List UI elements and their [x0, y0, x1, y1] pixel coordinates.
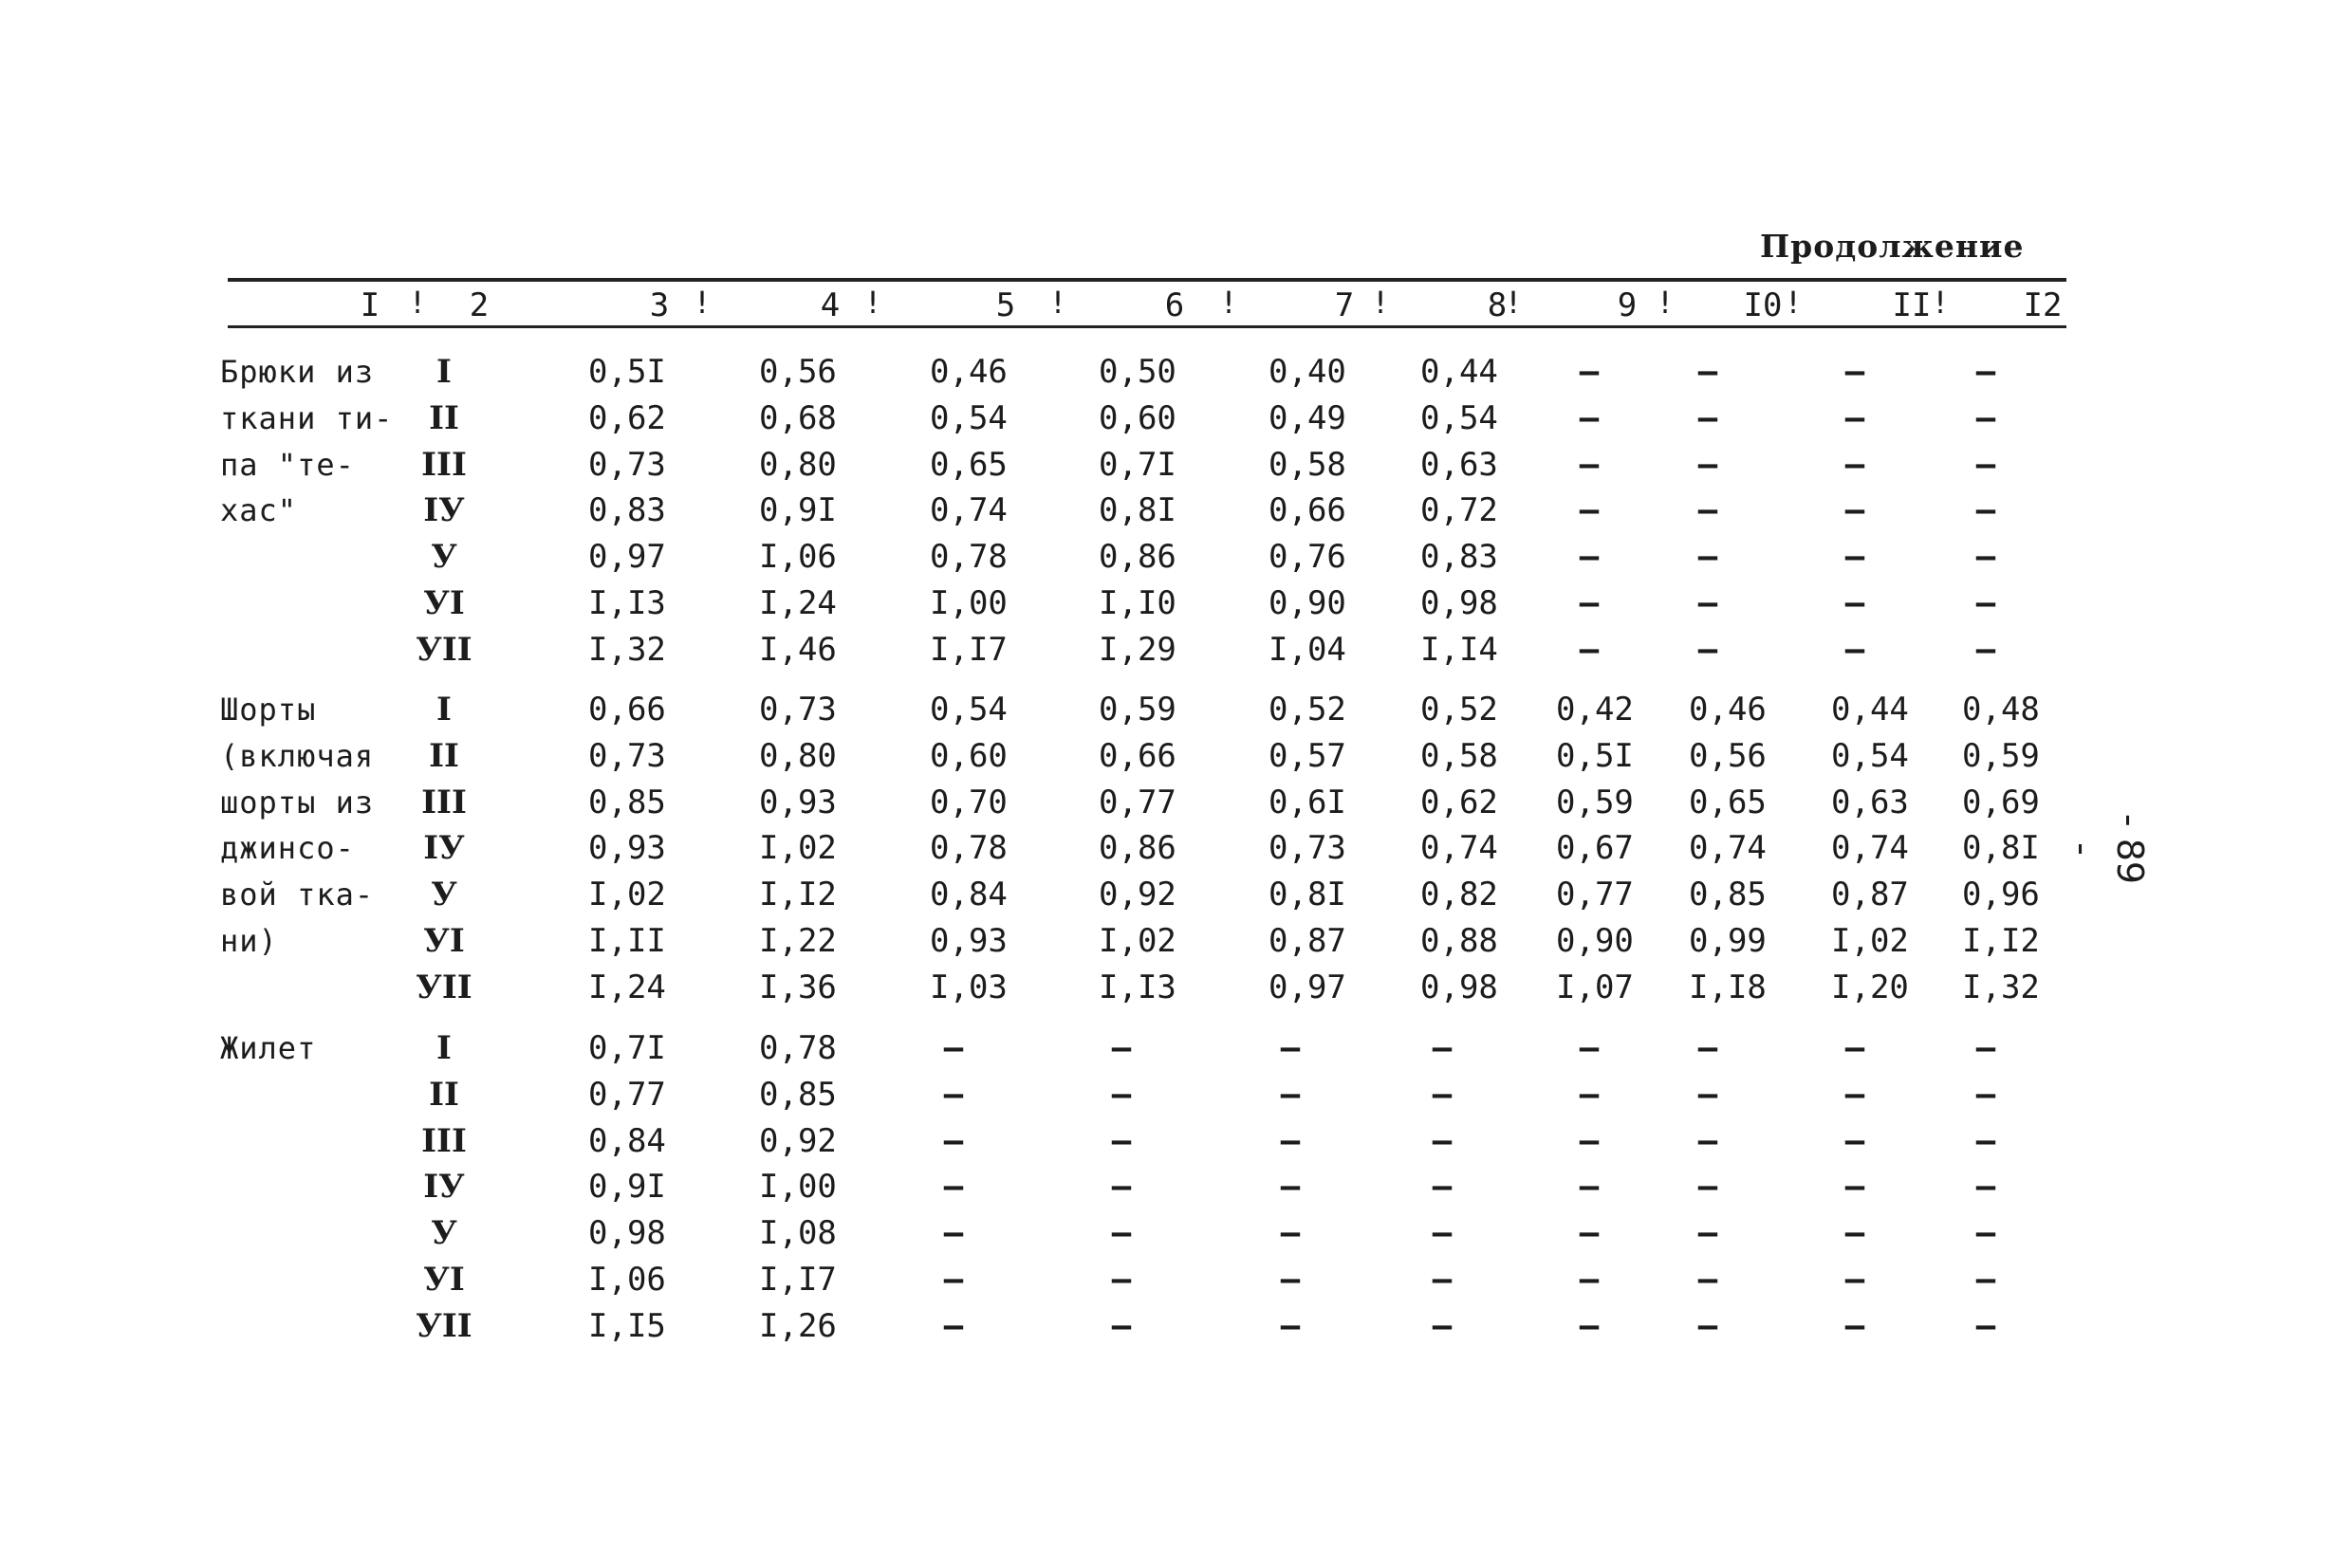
- table-cell-value: 0,92: [1099, 876, 1176, 914]
- table-cell-value: 0,98: [1420, 968, 1498, 1006]
- table-cell-value: I,32: [588, 630, 666, 669]
- table-cell-value: I,I3: [1099, 968, 1176, 1006]
- table-cell-value: I,I2: [759, 876, 837, 914]
- table-cell-value: I,20: [1831, 968, 1909, 1006]
- table-cell-value: 0,87: [1269, 922, 1346, 960]
- table-cell-empty: –: [1111, 1075, 1132, 1114]
- table-header-rule: [228, 325, 2066, 328]
- table-cell-value: 0,8I: [1099, 491, 1176, 530]
- table-cell-value: I,24: [588, 968, 666, 1006]
- table-cell-value: 0,74: [930, 491, 1008, 530]
- table-cell-value: 0,65: [1689, 783, 1767, 821]
- item-name-line: хас": [220, 492, 298, 529]
- size-group-label: УII: [416, 1306, 472, 1345]
- table-cell-empty: –: [1844, 538, 1865, 577]
- item-name-line: вой тка-: [220, 876, 375, 913]
- table-cell-value: 0,73: [1269, 829, 1346, 868]
- table-cell-empty: –: [1697, 1168, 1718, 1207]
- item-name-line: Брюки из: [220, 354, 375, 390]
- table-cell-value: I,04: [1269, 630, 1346, 669]
- size-group-label: У: [431, 876, 457, 914]
- table-cell-empty: –: [1280, 1029, 1301, 1067]
- table-cell-value: I,46: [759, 630, 837, 669]
- table-cell-value: 0,85: [759, 1075, 837, 1114]
- size-group-label: У: [431, 538, 457, 577]
- table-cell-value: 0,42: [1556, 691, 1634, 729]
- table-cell-value: 0,77: [588, 1075, 666, 1114]
- table-cell-empty: –: [1579, 398, 1600, 437]
- column-separator: !: [1656, 285, 1675, 321]
- table-cell-empty: –: [1697, 491, 1718, 530]
- size-group-label: УI: [423, 584, 465, 622]
- table-cell-empty: –: [1975, 445, 1996, 484]
- table-cell-empty: –: [1844, 1214, 1865, 1253]
- table-cell-value: 0,93: [759, 783, 837, 821]
- item-name-line: (включая: [220, 737, 375, 774]
- column-separator: !: [1504, 285, 1523, 321]
- table-cell-value: 0,76: [1269, 538, 1346, 577]
- size-group-label: УI: [423, 1261, 465, 1299]
- item-name-line: ни): [220, 923, 278, 959]
- table-cell-empty: –: [1111, 1261, 1132, 1299]
- table-cell-empty: –: [1280, 1261, 1301, 1299]
- table-cell-value: I,I8: [1689, 968, 1767, 1006]
- table-cell-empty: –: [1844, 353, 1865, 391]
- table-cell-value: 0,73: [759, 691, 837, 729]
- table-cell-value: 0,96: [1962, 876, 2040, 914]
- table-cell-value: 0,98: [588, 1214, 666, 1253]
- column-header-10: I0: [1743, 286, 1783, 324]
- size-group-label: I: [436, 691, 452, 729]
- column-header-9: 9: [1617, 286, 1638, 324]
- table-cell-value: 0,70: [930, 783, 1008, 821]
- table-cell-value: I,I7: [759, 1261, 837, 1299]
- table-cell-value: 0,54: [930, 398, 1008, 437]
- table-cell-empty: –: [1111, 1306, 1132, 1345]
- table-cell-empty: –: [1844, 491, 1865, 530]
- table-cell-value: 0,40: [1269, 353, 1346, 391]
- table-cell-value: I,03: [930, 968, 1008, 1006]
- table-cell-empty: –: [943, 1075, 964, 1114]
- column-separator: !: [1371, 285, 1390, 321]
- size-group-label: II: [429, 398, 459, 437]
- table-cell-value: 0,54: [930, 691, 1008, 729]
- table-cell-empty: –: [1280, 1121, 1301, 1160]
- table-cell-value: I,08: [759, 1214, 837, 1253]
- table-cell-value: I,I7: [930, 630, 1008, 669]
- size-group-label: УI: [423, 922, 465, 960]
- size-group-label: IУ: [423, 1168, 465, 1207]
- table-cell-empty: –: [1975, 1261, 1996, 1299]
- table-cell-value: 0,73: [588, 445, 666, 484]
- table-cell-value: 0,74: [1420, 829, 1498, 868]
- column-separator: !: [1784, 285, 1803, 321]
- continuation-label: Продолжение: [1760, 228, 2025, 265]
- table-cell-empty: –: [1975, 353, 1996, 391]
- column-header-4: 4: [820, 286, 841, 324]
- table-cell-value: 0,62: [588, 398, 666, 437]
- table-cell-empty: –: [1432, 1029, 1453, 1067]
- table-cell-value: 0,8I: [1269, 876, 1346, 914]
- table-cell-value: 0,9I: [588, 1168, 666, 1207]
- size-group-label: УII: [416, 630, 472, 669]
- table-cell-empty: –: [1697, 1121, 1718, 1160]
- item-name-line: ткани ти-: [220, 399, 394, 436]
- table-cell-empty: –: [943, 1214, 964, 1253]
- table-cell-empty: –: [1697, 1075, 1718, 1114]
- table-cell-value: 0,99: [1689, 922, 1767, 960]
- table-cell-empty: –: [943, 1029, 964, 1067]
- table-cell-empty: –: [1697, 630, 1718, 669]
- table-cell-value: 0,49: [1269, 398, 1346, 437]
- table-cell-empty: –: [1111, 1214, 1132, 1253]
- table-cell-value: I,22: [759, 922, 837, 960]
- table-cell-value: 0,58: [1420, 736, 1498, 775]
- table-cell-value: 0,86: [1099, 538, 1176, 577]
- table-cell-empty: –: [1975, 1029, 1996, 1067]
- table-cell-value: 0,83: [1420, 538, 1498, 577]
- table-cell-empty: –: [1697, 353, 1718, 391]
- table-cell-empty: –: [1844, 630, 1865, 669]
- table-cell-value: 0,85: [588, 783, 666, 821]
- table-cell-value: 0,93: [588, 829, 666, 868]
- table-cell-value: 0,77: [1556, 876, 1634, 914]
- table-cell-value: I,06: [588, 1261, 666, 1299]
- table-cell-empty: –: [1844, 1261, 1865, 1299]
- table-cell-value: 0,66: [1269, 491, 1346, 530]
- table-cell-empty: –: [1280, 1214, 1301, 1253]
- table-cell-value: I,I2: [1962, 922, 2040, 960]
- table-cell-value: I,I3: [588, 584, 666, 622]
- table-cell-value: 0,98: [1420, 584, 1498, 622]
- item-name-line: па "те-: [220, 446, 355, 483]
- table-cell-value: I,07: [1556, 968, 1634, 1006]
- table-cell-value: 0,78: [930, 538, 1008, 577]
- size-group-label: У: [431, 1214, 457, 1253]
- table-cell-empty: –: [1432, 1261, 1453, 1299]
- table-cell-value: 0,66: [588, 691, 666, 729]
- table-cell-value: 0,48: [1962, 691, 2040, 729]
- table-cell-value: 0,86: [1099, 829, 1176, 868]
- table-cell-value: 0,60: [1099, 398, 1176, 437]
- table-cell-value: 0,90: [1269, 584, 1346, 622]
- table-cell-empty: –: [1697, 445, 1718, 484]
- table-cell-value: 0,58: [1269, 445, 1346, 484]
- column-separator: !: [863, 285, 882, 321]
- table-cell-value: 0,78: [930, 829, 1008, 868]
- column-header-6: 6: [1164, 286, 1185, 324]
- table-cell-empty: –: [1844, 1075, 1865, 1114]
- table-cell-value: 0,6I: [1269, 783, 1346, 821]
- table-cell-empty: –: [1844, 1121, 1865, 1160]
- page-number: - 89 -: [2062, 813, 2151, 885]
- column-header-3: 3: [649, 286, 670, 324]
- table-cell-empty: –: [943, 1168, 964, 1207]
- column-header-7: 7: [1334, 286, 1355, 324]
- table-cell-empty: –: [1844, 1029, 1865, 1067]
- table-cell-empty: –: [1111, 1029, 1132, 1067]
- table-cell-value: I,I5: [588, 1306, 666, 1345]
- table-cell-value: I,02: [1831, 922, 1909, 960]
- table-cell-value: 0,63: [1420, 445, 1498, 484]
- table-cell-empty: –: [1280, 1075, 1301, 1114]
- column-separator: !: [693, 285, 712, 321]
- table-cell-empty: –: [1697, 1261, 1718, 1299]
- item-name-line: Шорты: [220, 692, 317, 728]
- table-cell-value: 0,69: [1962, 783, 2040, 821]
- table-cell-empty: –: [1579, 584, 1600, 622]
- table-cell-empty: –: [1432, 1075, 1453, 1114]
- table-cell-value: 0,88: [1420, 922, 1498, 960]
- table-cell-value: I,02: [1099, 922, 1176, 960]
- table-cell-empty: –: [1579, 1214, 1600, 1253]
- column-separator: !: [408, 285, 427, 321]
- column-header-1: I: [360, 286, 380, 324]
- table-cell-value: 0,74: [1831, 829, 1909, 868]
- table-cell-value: 0,52: [1269, 691, 1346, 729]
- table-cell-value: 0,97: [1269, 968, 1346, 1006]
- table-cell-value: 0,44: [1420, 353, 1498, 391]
- table-cell-empty: –: [1111, 1168, 1132, 1207]
- column-header-12: I2: [2023, 286, 2063, 324]
- table-cell-value: I,I4: [1420, 630, 1498, 669]
- table-cell-value: 0,74: [1689, 829, 1767, 868]
- table-cell-empty: –: [1579, 538, 1600, 577]
- table-cell-value: I,00: [930, 584, 1008, 622]
- table-cell-value: I,32: [1962, 968, 2040, 1006]
- table-cell-value: 0,56: [759, 353, 837, 391]
- size-group-label: III: [421, 1121, 467, 1160]
- table-cell-value: 0,63: [1831, 783, 1909, 821]
- table-cell-value: 0,5I: [1556, 736, 1634, 775]
- size-group-label: IУ: [423, 491, 465, 530]
- table-cell-empty: –: [1579, 1261, 1600, 1299]
- size-group-label: УII: [416, 968, 472, 1006]
- table-cell-empty: –: [1697, 1306, 1718, 1345]
- table-cell-value: I,00: [759, 1168, 837, 1207]
- table-cell-empty: –: [1280, 1306, 1301, 1345]
- table-cell-value: 0,59: [1962, 736, 2040, 775]
- table-cell-value: 0,73: [588, 736, 666, 775]
- table-cell-empty: –: [1975, 1306, 1996, 1345]
- table-cell-value: 0,90: [1556, 922, 1634, 960]
- size-group-label: II: [429, 736, 459, 775]
- table-cell-value: 0,67: [1556, 829, 1634, 868]
- table-cell-value: I,36: [759, 968, 837, 1006]
- table-cell-value: 0,72: [1420, 491, 1498, 530]
- table-cell-empty: –: [1975, 584, 1996, 622]
- table-cell-value: I,II: [588, 922, 666, 960]
- table-cell-empty: –: [1579, 1168, 1600, 1207]
- table-cell-value: I,29: [1099, 630, 1176, 669]
- table-cell-value: I,26: [759, 1306, 837, 1345]
- item-name-line: Жилет: [220, 1030, 317, 1066]
- table-cell-value: I,I0: [1099, 584, 1176, 622]
- table-cell-empty: –: [1432, 1168, 1453, 1207]
- table-cell-empty: –: [1975, 1214, 1996, 1253]
- table-cell-value: 0,60: [930, 736, 1008, 775]
- table-cell-value: 0,5I: [588, 353, 666, 391]
- table-cell-value: 0,80: [759, 736, 837, 775]
- table-cell-empty: –: [1579, 1121, 1600, 1160]
- table-cell-empty: –: [1975, 1168, 1996, 1207]
- table-cell-empty: –: [1697, 398, 1718, 437]
- table-cell-value: 0,82: [1420, 876, 1498, 914]
- table-cell-empty: –: [1579, 353, 1600, 391]
- table-cell-value: 0,9I: [759, 491, 837, 530]
- table-cell-value: 0,8I: [1962, 829, 2040, 868]
- size-group-label: IУ: [423, 829, 465, 868]
- table-cell-value: 0,87: [1831, 876, 1909, 914]
- table-cell-value: 0,52: [1420, 691, 1498, 729]
- table-cell-value: 0,57: [1269, 736, 1346, 775]
- size-group-label: II: [429, 1075, 459, 1114]
- column-separator: !: [1219, 285, 1238, 321]
- table-cell-empty: –: [1844, 445, 1865, 484]
- size-group-label: I: [436, 353, 452, 391]
- table-cell-empty: –: [1975, 491, 1996, 530]
- table-cell-value: 0,62: [1420, 783, 1498, 821]
- table-cell-value: 0,66: [1099, 736, 1176, 775]
- table-cell-empty: –: [1975, 1121, 1996, 1160]
- table-cell-value: 0,78: [759, 1029, 837, 1067]
- table-cell-empty: –: [1697, 538, 1718, 577]
- size-group-label: III: [421, 445, 467, 484]
- table-cell-value: 0,50: [1099, 353, 1176, 391]
- table-cell-empty: –: [1975, 398, 1996, 437]
- table-cell-value: 0,44: [1831, 691, 1909, 729]
- table-cell-empty: –: [1975, 630, 1996, 669]
- table-cell-value: 0,84: [930, 876, 1008, 914]
- table-cell-value: I,02: [588, 876, 666, 914]
- table-cell-empty: –: [1844, 584, 1865, 622]
- table-cell-empty: –: [1579, 630, 1600, 669]
- table-cell-value: 0,56: [1689, 736, 1767, 775]
- table-cell-empty: –: [1579, 445, 1600, 484]
- table-cell-value: 0,54: [1420, 398, 1498, 437]
- table-cell-value: 0,83: [588, 491, 666, 530]
- table-cell-value: 0,59: [1099, 691, 1176, 729]
- table-cell-value: 0,46: [1689, 691, 1767, 729]
- table-cell-value: 0,54: [1831, 736, 1909, 775]
- table-cell-value: 0,65: [930, 445, 1008, 484]
- table-cell-value: I,06: [759, 538, 837, 577]
- table-cell-empty: –: [1844, 1168, 1865, 1207]
- table-cell-empty: –: [943, 1121, 964, 1160]
- table-top-rule: [228, 278, 2066, 282]
- table-cell-value: 0,68: [759, 398, 837, 437]
- table-cell-value: 0,77: [1099, 783, 1176, 821]
- table-cell-empty: –: [1697, 1214, 1718, 1253]
- table-cell-empty: –: [1579, 491, 1600, 530]
- table-cell-empty: –: [1844, 1306, 1865, 1345]
- table-cell-value: 0,97: [588, 538, 666, 577]
- table-cell-empty: –: [943, 1261, 964, 1299]
- table-cell-value: 0,92: [759, 1121, 837, 1160]
- column-header-5: 5: [995, 286, 1016, 324]
- table-cell-value: 0,46: [930, 353, 1008, 391]
- table-cell-empty: –: [1432, 1306, 1453, 1345]
- column-separator: !: [1931, 285, 1950, 321]
- table-cell-value: I,02: [759, 829, 837, 868]
- item-name-line: джинсо-: [220, 830, 355, 867]
- table-cell-empty: –: [943, 1306, 964, 1345]
- table-cell-value: 0,93: [930, 922, 1008, 960]
- table-cell-value: I,24: [759, 584, 837, 622]
- size-group-label: I: [436, 1029, 452, 1067]
- table-cell-empty: –: [1111, 1121, 1132, 1160]
- table-cell-empty: –: [1280, 1168, 1301, 1207]
- table-cell-empty: –: [1975, 1075, 1996, 1114]
- column-header-11: II: [1892, 286, 1932, 324]
- table-cell-value: 0,85: [1689, 876, 1767, 914]
- table-cell-empty: –: [1432, 1214, 1453, 1253]
- column-separator: !: [1048, 285, 1067, 321]
- table-cell-value: 0,7I: [588, 1029, 666, 1067]
- table-cell-value: 0,7I: [1099, 445, 1176, 484]
- table-cell-empty: –: [1844, 398, 1865, 437]
- table-cell-empty: –: [1579, 1306, 1600, 1345]
- table-cell-empty: –: [1579, 1029, 1600, 1067]
- table-cell-empty: –: [1432, 1121, 1453, 1160]
- table-cell-empty: –: [1975, 538, 1996, 577]
- table-cell-empty: –: [1697, 1029, 1718, 1067]
- column-header-2: 2: [469, 286, 490, 324]
- table-cell-value: 0,80: [759, 445, 837, 484]
- table-cell-empty: –: [1697, 584, 1718, 622]
- table-cell-value: 0,84: [588, 1121, 666, 1160]
- item-name-line: шорты из: [220, 784, 375, 821]
- size-group-label: III: [421, 783, 467, 821]
- table-cell-empty: –: [1579, 1075, 1600, 1114]
- table-cell-value: 0,59: [1556, 783, 1634, 821]
- column-header-8: 8: [1487, 286, 1508, 324]
